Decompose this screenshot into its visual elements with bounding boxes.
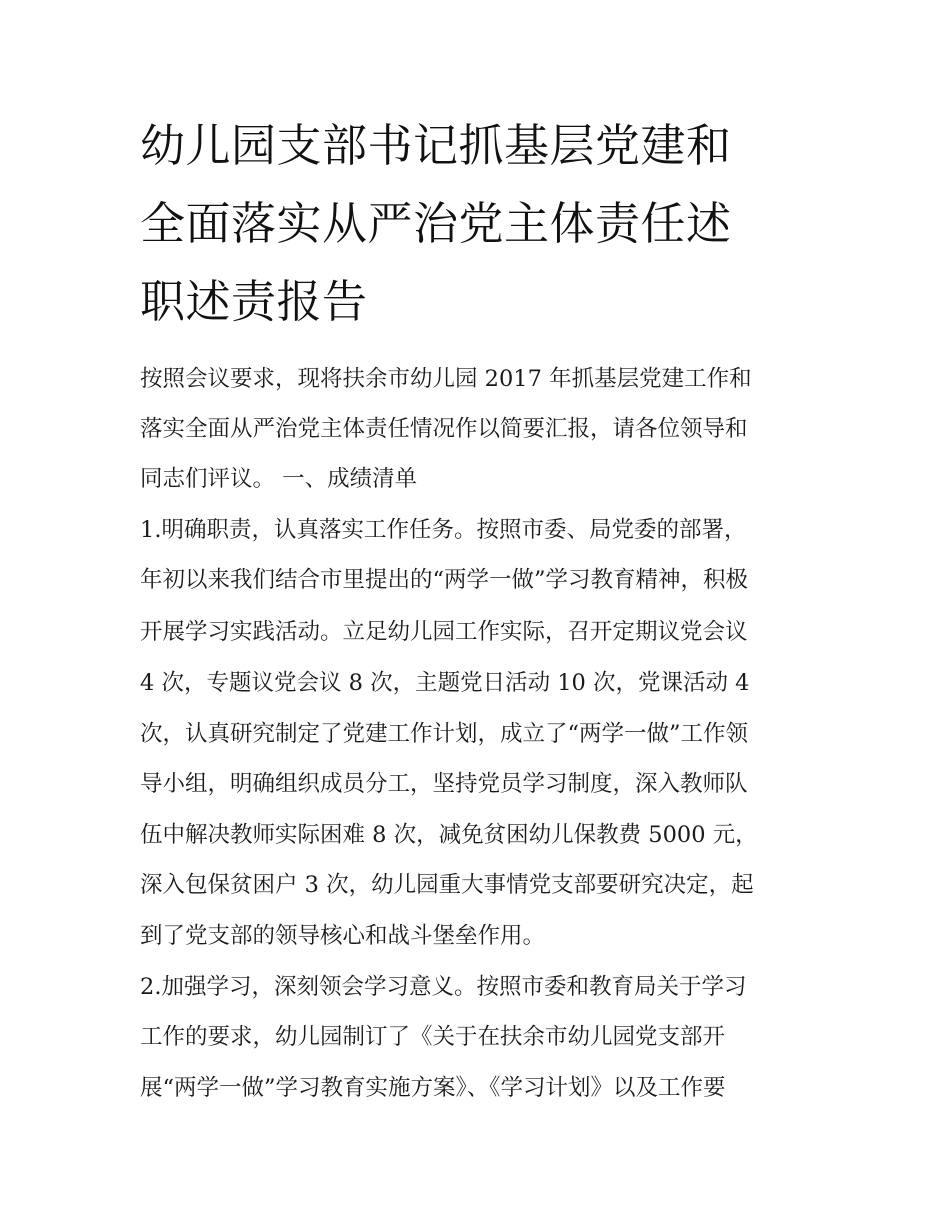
body-line: 开展学习实践活动。立足幼儿园工作实际，召开定期议党会议 bbox=[140, 619, 748, 645]
body-line: 同志们评议。 一、成绩清单 bbox=[140, 466, 418, 492]
title-line: 全面落实从严治党主体责任述 bbox=[140, 197, 732, 250]
body-line: 落实全面从严治党主体责任情况作以简要汇报，请各位领导和 bbox=[140, 416, 748, 442]
body-line: 年初以来我们结合市里提出的“两学一做”学习教育精神，积极 bbox=[140, 567, 749, 593]
body-line: 到了党支部的领导核心和战斗堡垒作用。 bbox=[140, 923, 546, 949]
body-line: 伍中解决教师实际困难 8 次，减免贫困幼儿保教费 5000 元， bbox=[140, 822, 758, 848]
body-line: 导小组，明确组织成员分工，坚持党员学习制度，深入教师队 bbox=[140, 771, 748, 797]
body-line: 深入包保贫困户 3 次，幼儿园重大事情党支部要研究决定，起 bbox=[140, 872, 754, 898]
title-line: 幼儿园支部书记抓基层党建和 bbox=[140, 119, 732, 172]
body-line: 1.明确职责，认真落实工作任务。按照市委、局党委的部署， bbox=[140, 517, 747, 543]
body-line: 按照会议要求，现将扶余市幼儿园 2017 年抓基层党建工作和 bbox=[140, 366, 752, 392]
body-line: 工作的要求，幼儿园制订了《关于在扶余市幼儿园党支部开 bbox=[140, 1024, 726, 1050]
body-line: 4 次，专题议党会议 8 次，主题党日活动 10 次，党课活动 4 bbox=[140, 670, 750, 696]
body-line: 2.加强学习，深刻领会学习意义。按照市委和教育局关于学习 bbox=[140, 974, 747, 1000]
body-line: 展“两学一做”学习教育实施方案》、《学习计划》以及工作要 bbox=[140, 1075, 726, 1101]
body-line: 次，认真研究制定了党建工作计划，成立了“两学一做”工作领 bbox=[140, 721, 749, 747]
title-line: 职述责报告 bbox=[140, 275, 368, 328]
